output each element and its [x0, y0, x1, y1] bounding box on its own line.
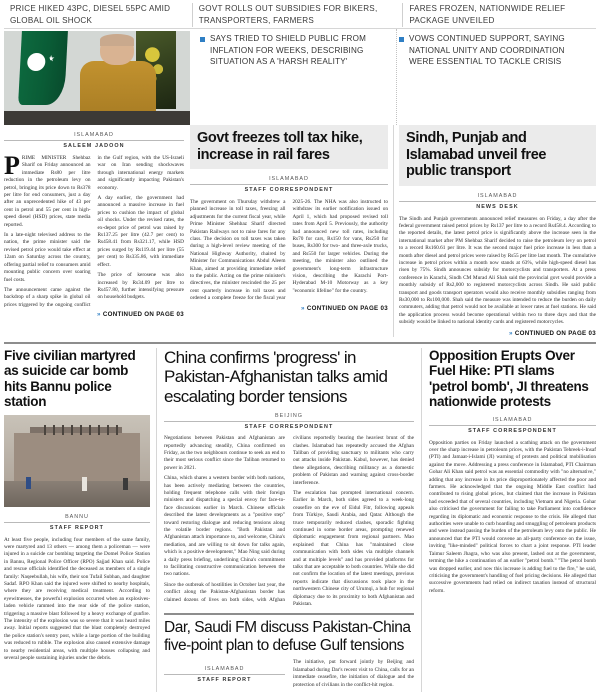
lower-section	[0, 348, 600, 692]
continued-arrow-icon: »	[301, 304, 305, 312]
deck-left-continued-link[interactable]	[190, 305, 388, 312]
bannu-dateline	[4, 514, 150, 531]
deck-right-city: ISLAMABAD	[477, 192, 518, 199]
china-headline: China confirms 'progress' in Pakistan-Afghanistan talks amid escalating border tensions	[164, 347, 388, 406]
deck-right-byline: NEWS DESK	[476, 203, 519, 210]
dar-saudi-headline: Dar, Saudi FM discuss Pakistan-China five-point plan to defuse Gulf tensions	[164, 619, 411, 655]
story-opposition-protests	[422, 348, 596, 692]
deck-left-headline: Govt freezes toll tax hike, increase in rail fares	[197, 130, 363, 163]
top-kicker-strip	[0, 0, 600, 27]
bannu-paragraph: At least five people, including four members of the same family, were martyred and 13 others — among them a policeman — were injured in a suicide car bombing targeting the Domel Police Station in Bannu, Regional Police Officer (RPO) Sajjad Khan said. Police and rescue officials identified the deceased as members of a single family: Naqeebullah, his wife, their son Tufail Subhan, and daughter Sadaf. RPO Khan said the injured were shifted to nearby hospitals, where they are receiving medical treatment. According to eyewitnesses, the powerful explosion occurred when an explosives-laden vehicle rammed into the rear side of the police station, triggering a massive blast followed by a heavy exchange of gunfire. The intensity of the explosion was so severe that it was heard miles away. Initial reports suggested that the blast completely destroyed the police station's sentry post, while a large portion of the building was reduced to rubble. The explosion also caused extensive damage to nearby residential areas, with multiple houses collapsing and several people sustaining injuries under the debris.	[4, 536, 150, 662]
dar-byline: STAFF REPORT	[197, 677, 252, 684]
deck-story-left	[190, 125, 393, 337]
lead-city: ISLAMABAD	[74, 132, 114, 138]
pakistan-flag-icon	[18, 31, 68, 105]
china-body	[164, 435, 414, 608]
lead-paragraph: In a late-night televised address to the nation, the prime minister said the revised petrol price would take effect at 12am on Saturday across the country, offering partial relief to consumers amid mounting public concern over soaring fuel costs.	[4, 232, 91, 283]
lead-continued-link[interactable]	[4, 311, 184, 318]
deck-right-continued-text: CONTINUED ON PAGE 03	[514, 329, 596, 337]
hero-bullet-1-text: SAYS TRIED TO SHIELD PUBLIC FROM INFLATION FOR WEEKS, DESCRIBING SITUATION AS A 'HARSH REALITY'	[210, 34, 367, 67]
lead-paragraph: PRIME MINISTER Shehbaz Sharif on Friday announced an immediate Rs80 per litre reduction in the petroleum levy on petrol, bringing its price down to Rs378 per litre for end consumers, just a day after an unprecedented hike of 43 per cent in petrol and 55 per cent in high-speed diesel (HSD) prices, state media reported.	[4, 151, 91, 228]
bannu-headline: Five civilian martyred as suicide car bomb hits Bannu police station	[4, 347, 136, 410]
story-china-talks	[156, 348, 422, 692]
deck-left-headline-box	[190, 125, 388, 169]
story-bannu-bombing	[4, 348, 156, 692]
deck-left-byline: STAFF CORRESPONDENT	[244, 187, 334, 193]
opposition-city: ISLAMABAD	[492, 416, 533, 423]
bannu-byline: STAFF REPORT	[49, 524, 105, 531]
lead-byline: SALEEM JADOON	[63, 143, 125, 149]
pm-address-photo	[4, 31, 190, 125]
china-byline: STAFF CORRESPONDENT	[244, 424, 334, 431]
bullet-square-icon	[200, 37, 205, 42]
deck-right-body	[399, 216, 596, 327]
opposition-body	[429, 440, 596, 596]
continued-arrow-icon: »	[97, 311, 101, 319]
deck-left-city: ISLAMABAD	[269, 176, 309, 182]
china-paragraph: The escalation has prompted international concern. Earlier in March, both sides agreed to a week-long ceasefire on the eve of Eidul Fitr, following appeals from Türkiye, Saudi Arabia, and Qatar. Although the truce temporarily reduced clashes, sporadic fighting continued in some border areas, prompting renewed diplomatic engagement from regional partners. Mao explained that China has "maintained close communication with both sides via multiple channels and at multiple levels" and has provided platforms for talks that are acceptable to both countries. While she did not confirm the location of the latest meetings, previous reports indicate that discussions took place in the northwestern Chinese city of Urumqi, a hub for regional diplomacy due to its proximity to both Afghanistan and Pakistan.	[293, 489, 414, 608]
hero-bullet-1	[198, 29, 397, 125]
opposition-headline: Opposition Erupts Over Fuel Hike: PTI slams 'petrol bomb', JI threatens nationwide protests	[429, 347, 589, 410]
mid-section	[0, 125, 600, 337]
kicker-3: FARES FROZEN, NATIONWIDE RELIEF PACKAGE UNVEILED	[409, 4, 566, 25]
lead-paragraph: The price of kerosene was also increased by Rs34.09 per litre to Rs457.80, further intensifying pressure on household budgets.	[97, 272, 184, 301]
deck-left-dateline	[190, 176, 388, 193]
lead-story	[4, 125, 190, 337]
lead-paragraph: A day earlier, the government had announced a massive increase in fuel prices to cushion the impact of global oil shocks. Under the revised rates, the ex-depot price of petrol was raised by Rs137.25 per litre (42.7 per cent) to Rs458.41 from Rs321.17, while HSD prices surged by Rs119.44 per litre (55 per cent) to Rs335.86, with immediate effect.	[97, 195, 184, 268]
hero-bullet-area	[190, 29, 596, 125]
bottom-divider-rule	[164, 613, 414, 615]
bullet-square-icon	[399, 37, 404, 42]
deck-right-dateline	[399, 193, 596, 210]
opposition-paragraph: Opposition parties on Friday launched a scathing attack on the government over the sharp increase in petroleum prices, with the Pakistan Tehreek-i-Insaf (PTI) and Jamaat-i-Islami (JI) warning of protests and political mobilisation against the move. Addressing a press conference in Islamabad, PTI Chairman Gohar Ali Khan said petrol was an essential commodity with "no alternative," adding that any increase in its price disproportionately affected the poor and farmers. He acknowledged that the ongoing Middle East conflict had contributed to rising global prices, but claimed that the increase in Pakistan had exceeded that of several countries, including Vietnam and Nigeria. Gohar also criticised the government for failing to take Parliament into confidence regarding its diplomatic and economic response to the crisis. He alleged that authorities were unable to curb hoarding and smuggling of petroleum products and were instead passing the burden of the petroleum levy onto the public. He announced that the PTI would convene an all-party conference on the issue, inviting "like-minded" political forces to chart a joint response. PTI leader Taimur Saleem Jhagra, who was also present, lashed out at the government, terming the hike a continuation of an earlier "petrol bomb." "The petrol bomb was dropped earlier, and now this increase is adding fuel to the fire," he said, criticising the government's handling of fuel pricing decisions. He alleged that successive governments had relied on indirect taxation instead of structural reform.	[429, 439, 596, 594]
section-divider-rule	[4, 342, 596, 344]
lead-dateline	[4, 132, 184, 149]
deck-left-continued-text: CONTINUED ON PAGE 03	[306, 304, 388, 312]
hero-band	[0, 29, 600, 125]
dar-paragraph: The initiative, put forward jointly by Beijing and Islamabad during Dar's recent visit to China, calls for an immediate ceasefire, the initiation of dialogue and the protection of civilians in the conflict-hit region.	[293, 659, 414, 688]
deck-left-body	[190, 199, 388, 303]
opposition-dateline	[429, 417, 596, 434]
china-paragraph: Negotiations between Pakistan and Afghanistan are reportedly advancing steadily, China confirmed on Friday, as the two neighbours continue to seek an end to their most serious conflict since the Taliban returned to power in 2021.	[164, 435, 285, 471]
deck-right-headline-box	[399, 125, 596, 186]
china-dateline	[164, 413, 414, 430]
kicker-1: PRICE HIKED 43PC, DIESEL 55PC AMID GLOBAL OIL SHOCK	[4, 3, 193, 27]
bannu-city: BANNU	[65, 513, 89, 520]
china-city: BEIJING	[275, 413, 303, 420]
china-paragraph: China, which shares a western border with both nations, has been actively mediating between the countries, holding frequent telephone calls with their foreign ministers and dispatching a special envoy for face-to-face discussions earlier in March. Chinese officials described the latest developments as a "positive step" toward restoring dialogue and reducing tensions along the volatile border regions. "Both Pakistan and Afghanistan attach importance to, and welcome, China's mediation, and are willing to sit down for talks again, which is a positive development," Mao Ning said during a daily press briefing, underlining China's commitment to facilitating constructive communication between the two nations.	[164, 475, 285, 578]
kicker-2: GOVT ROLLS OUT SUBSIDIES FOR BIKERS, TRANSPORTERS, FARMERS	[193, 3, 404, 27]
lead-body	[4, 151, 184, 309]
lead-continued-text: CONTINUED ON PAGE 03	[102, 311, 184, 319]
continued-arrow-icon: »	[509, 329, 513, 337]
hero-bullet-2	[397, 29, 596, 125]
deck-left-paragraph: The government on Thursday withdrew a planned increase in toll taxes, freezing all adjustments for the current fiscal year, while Prime Minister Shehbaz Sharif directed Pakistan Railways not to raise fares for any class. The decision on toll taxes was taken during a high-level review meeting of the National Highway Authority, chaired by Minister for Communications Abdul Aleem Khan, aimed at providing immediate relief to the public. Acting on the prime minister's directives, the minister rescinded the 25 per cent quarterly increase in toll taxes and ordered a complete freeze for the fiscal year 2025-26. The NHA was also instructed to withdraw its earlier notification issued on April 1, which had proposed revised toll rates from April 5. Previously, the authority had announced new toll rates, including Rs70 for cars, Rs150 for vans, Rs250 for buses, Rs300 for two- and three-axle trucks, and Rs550 for larger vehicles. During the meeting, the minister also outlined the government's long-term infrastructure vision, describing the Karachi Port-Hyderabad M-10 Motorway as a key "economic lifeline" for the country.	[190, 199, 388, 302]
dar-dateline	[164, 666, 285, 683]
lead-paragraph: The announcement came against the backdrop of a sharp spike in global oil prices triggered by the ongoing conflict in the Gulf region, with the US-Israeli war on Iran sending shockwaves through international energy markets and significantly impacting Pakistan's economy.	[4, 155, 184, 308]
deck-story-right	[393, 125, 596, 337]
deck-right-continued-link[interactable]	[399, 330, 596, 337]
china-paragraph: Since the outbreak of hostilities in October last year, the conflict along the Pakistan-Afghanistan border has claimed dozens of lives on both sides, with Afghan civilians reportedly bearing the heaviest brunt of the clashes. Islamabad has repeatedly accused the Afghan Taliban of providing sanctuary to militants who carry out attacks inside Pakistan. Kabul, however, has denied these allegations, describing militancy as a domestic problem of Pakistan and warning against cross-border interference.	[164, 435, 414, 603]
dar-city: ISLAMABAD	[204, 666, 245, 673]
bannu-destruction-photo	[4, 415, 150, 507]
opposition-byline: STAFF CORRESPONDENT	[468, 427, 557, 434]
deck-right-paragraph: The Sindh and Punjab governments announced relief measures on Friday, a day after the federal government raised petrol prices by Rs137 per litre to a record Rs458.4. According to the reported details, the latest petrol price is significantly above the increase seen in the international market after PM Shehbaz Sharif decided to raise the petroleum levy on petrol to a record Rs160.61 per litre. It was the second major fuel price increase in less than a month after diesel and petrol prices were raised by Rs55 per litre last month. The cumulative increase in petrol prices within a month now stands at 63%, while high-speed diesel has risen by 75%. Sindh announces subsidy for motorcyclists and transporters. At a press conference in Karachi, Sindh CM Murad Ali Shah said the provincial govt would provide a monthly subsidy of Rs2,000 to registered motorcyclists across Sindh. He said public transport and goods transport operators would also receive monthly subsidies ranging from Rs30,000 to Rs100,000. Shah said the measure was intended to reduce the burden on daily commuters, adding that petrol would not be available at lower rates at fuel stations. He said the application process would become operational within two to three days and that the subsidy would be linked to national identity cards and registered motorcycles.	[399, 215, 596, 326]
deck-right-headline: Sindh, Punjab and Islamabad unveil free public transport	[406, 130, 547, 179]
hero-bullet-2-text: VOWS CONTINUED SUPPORT, SAYING NATIONAL UNITY AND COORDINATION WERE ESSENTIAL TO TACKLE CRISIS	[409, 34, 565, 67]
